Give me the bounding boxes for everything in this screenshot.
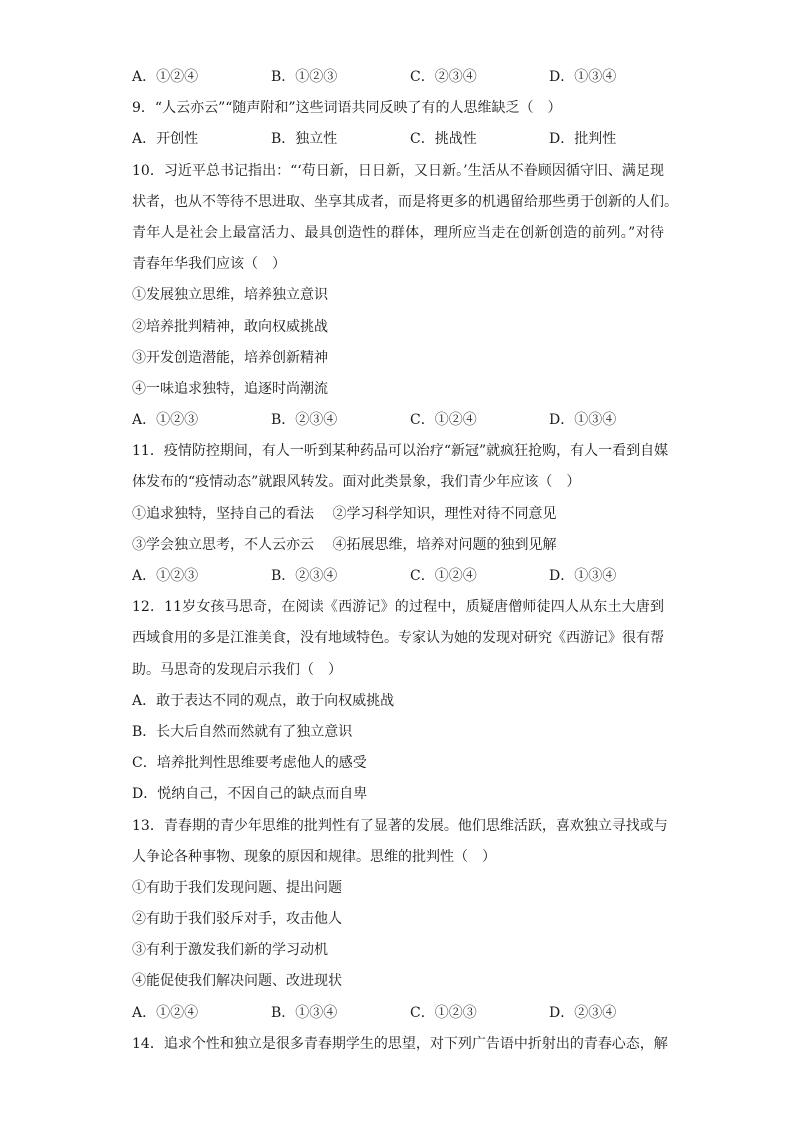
question-q9 bbox=[132, 93, 664, 155]
question-item: A．敢于表达不同的观点，敢于向权威挑战 bbox=[132, 692, 395, 709]
question-stem-line: 西域食用的多是江淮美食，没有地域特色。专家认为她的发现对研究《西游记》很有帮 bbox=[132, 630, 664, 647]
answer-option[interactable]: C．①②④ bbox=[410, 568, 477, 584]
answer-option[interactable]: A．①②③ bbox=[132, 568, 199, 584]
answer-option[interactable]: C．①②④ bbox=[410, 412, 477, 429]
answer-option[interactable]: A．①②③ bbox=[132, 412, 199, 429]
answer-options bbox=[132, 405, 664, 436]
question-item: ②培养批判精神，敢向权威挑战 bbox=[132, 318, 328, 335]
question-stem-line: 助。马思奇的发现启示我们（ ） bbox=[132, 661, 342, 678]
answer-option[interactable]: D．①③④ bbox=[549, 69, 617, 85]
question-stem-line: 14．追求个性和独立是很多青春期学生的思望，对下列广告语中折射出的青春心态，解 bbox=[132, 1035, 668, 1052]
question-q10 bbox=[132, 156, 678, 437]
answer-option[interactable]: D．①③④ bbox=[549, 568, 617, 584]
answer-option[interactable]: B．②③④ bbox=[271, 412, 338, 429]
answer-option[interactable]: D．②③④ bbox=[549, 1004, 617, 1021]
question-item: ①发展独立思维，培养独立意识 bbox=[132, 287, 328, 304]
exam-page bbox=[132, 62, 678, 1060]
answer-option[interactable]: C．挑战性 bbox=[410, 131, 477, 148]
answer-option[interactable]: C．②③④ bbox=[410, 69, 477, 85]
question-stem-line: 11．疫情防控期间，有人一听到某种药品可以治疗“新冠”就疯狂抢购，有人一看到自媒 bbox=[132, 443, 669, 460]
answer-option[interactable]: A．①②④ bbox=[132, 1004, 199, 1021]
question-item: ①有助于我们发现问题、提出问题 bbox=[132, 879, 342, 896]
question-stem-line: 状者，也从不等待不思进取、坐享其成者，而是将更多的机遇留给那些勇于创新的人们。 bbox=[132, 193, 678, 210]
question-stem-line: 体发布的“疫情动态”就跟风转发。面对此类景象，我们青少年应该（ ） bbox=[132, 474, 581, 491]
answer-options bbox=[132, 124, 664, 155]
answer-option[interactable]: B．独立性 bbox=[271, 131, 338, 148]
question-q14 bbox=[132, 1029, 668, 1060]
answer-options bbox=[132, 998, 664, 1029]
question-item: D．悦纳自己，不因自己的缺点而自卑 bbox=[132, 786, 368, 803]
question-stem-line: 12．11岁女孩马思奇，在阅读《西游记》的过程中，质疑唐僧师徒四人从东土大唐到 bbox=[132, 599, 664, 616]
answer-options bbox=[132, 561, 664, 592]
question-item: ③开发创造潜能，培养创新精神 bbox=[132, 349, 328, 366]
question-item: ④一味追求独特，追逐时尚潮流 bbox=[132, 380, 328, 397]
question-q8_tail bbox=[132, 62, 664, 93]
question-stem-line: 9．“人云亦云”“随声附和”这些词语共同反映了有的人思维缺乏（ ） bbox=[132, 100, 562, 117]
question-stem-line: 青年人是社会上最富活力、最具创造性的群体，理所应当走在创新创造的前列。”对待 bbox=[132, 224, 664, 241]
question-q11 bbox=[132, 436, 669, 592]
question-item: C．培养批判性思维要考虑他人的感受 bbox=[132, 755, 367, 772]
question-item: ①追求独特，坚持自己的看法 ②学习科学知识，理性对待不同意见 bbox=[132, 505, 557, 522]
answer-option[interactable]: B．①②③ bbox=[271, 69, 338, 85]
question-stem-line: 青春年华我们应该（ ） bbox=[132, 256, 286, 273]
question-item: ④能促使我们解决问题、改进现状 bbox=[132, 973, 342, 990]
question-q12 bbox=[132, 592, 664, 810]
question-item: ②有助于我们驳斥对手，攻击他人 bbox=[132, 911, 342, 928]
question-stem-line: 13．青春期的青少年思维的批判性有了显著的发展。他们思维活跃，喜欢独立寻找或与 bbox=[132, 817, 668, 834]
answer-option[interactable]: D．①③④ bbox=[549, 412, 617, 429]
answer-option[interactable]: B．②③④ bbox=[271, 568, 338, 584]
question-stem-line: 人争论各种事物、现象的原因和规律。思维的批判性（ ） bbox=[132, 848, 496, 865]
answer-option[interactable]: D．批判性 bbox=[549, 131, 617, 148]
question-stem-line: 10．习近平总书记指出：“‘苟日新，日日新，又日新。’生活从不眷顾因循守旧、满足现 bbox=[132, 162, 664, 179]
question-item: ③学会独立思考，不人云亦云 ④拓展思维，培养对问题的独到见解 bbox=[132, 536, 557, 553]
answer-option[interactable]: C．①②③ bbox=[410, 1004, 477, 1021]
question-item: ③有利于激发我们新的学习动机 bbox=[132, 942, 328, 959]
answer-option[interactable]: B．①③④ bbox=[271, 1004, 338, 1021]
answer-option[interactable]: A．开创性 bbox=[132, 131, 199, 148]
answer-options bbox=[132, 62, 664, 93]
question-item: B．长大后自然而然就有了独立意识 bbox=[132, 723, 353, 740]
answer-option[interactable]: A．①②④ bbox=[132, 69, 199, 85]
question-q13 bbox=[132, 811, 668, 1029]
